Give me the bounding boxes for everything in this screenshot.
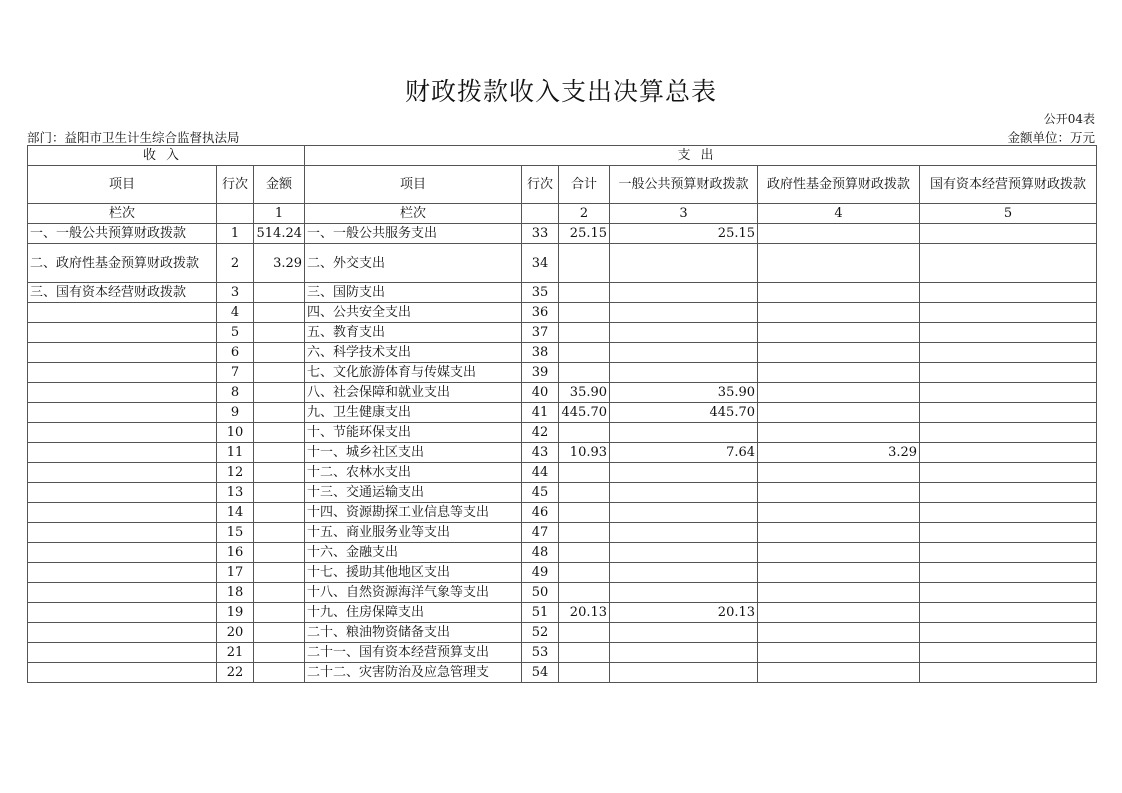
income-item-cell	[28, 363, 217, 383]
expense-line-no-cell: 40	[522, 383, 559, 403]
income-item-cell	[28, 423, 217, 443]
total-cell	[559, 303, 610, 323]
total-cell	[559, 343, 610, 363]
expense-line-no-cell: 42	[522, 423, 559, 443]
general-budget-cell	[610, 244, 758, 283]
expense-item-cell: 十、节能环保支出	[305, 423, 522, 443]
income-line-no-cell: 3	[217, 283, 254, 303]
income-amount-cell	[254, 623, 305, 643]
income-line-no-cell: 8	[217, 383, 254, 403]
fund-budget-cell	[758, 663, 920, 683]
income-line-no-header: 行次	[217, 166, 254, 204]
income-line-no-cell: 14	[217, 503, 254, 523]
total-cell	[559, 323, 610, 343]
state-capital-cell	[920, 303, 1097, 323]
income-line-no-cell: 17	[217, 563, 254, 583]
income-line-no-cell: 11	[217, 443, 254, 463]
income-item-cell	[28, 343, 217, 363]
income-line-no-cell: 7	[217, 363, 254, 383]
income-amount-cell	[254, 603, 305, 623]
expense-item-cell: 十五、商业服务业等支出	[305, 523, 522, 543]
table-row	[28, 483, 1097, 503]
section-header-row	[28, 146, 1097, 166]
general-budget-cell	[610, 623, 758, 643]
general-budget-cell	[610, 463, 758, 483]
income-line-no-cell: 5	[217, 323, 254, 343]
fund-budget-cell	[758, 543, 920, 563]
expense-line-no-cell: 35	[522, 283, 559, 303]
total-cell	[559, 663, 610, 683]
total-header: 合计	[559, 166, 610, 204]
general-budget-cell	[610, 363, 758, 383]
total-cell	[559, 483, 610, 503]
income-amount-cell	[254, 543, 305, 563]
general-budget-cell	[610, 283, 758, 303]
total-cell	[559, 523, 610, 543]
income-amount-cell	[254, 503, 305, 523]
table-row	[28, 583, 1097, 603]
fund-budget-cell	[758, 343, 920, 363]
income-amount-cell: 514.24	[254, 224, 305, 244]
general-budget-cell	[610, 483, 758, 503]
income-line-no-cell: 21	[217, 643, 254, 663]
expense-line-no-cell: 45	[522, 483, 559, 503]
income-line-no-cell: 10	[217, 423, 254, 443]
table-row	[28, 623, 1097, 643]
total-cell	[559, 423, 610, 443]
expense-line-no-cell: 37	[522, 323, 559, 343]
income-line-no-cell: 13	[217, 483, 254, 503]
column-index-1: 1	[254, 204, 305, 224]
general-budget-cell	[610, 523, 758, 543]
total-cell	[559, 543, 610, 563]
column-header-row	[28, 166, 1097, 204]
general-budget-cell	[610, 343, 758, 363]
expense-line-no-cell: 48	[522, 543, 559, 563]
income-amount-cell	[254, 383, 305, 403]
income-amount-cell	[254, 663, 305, 683]
state-capital-cell	[920, 363, 1097, 383]
fund-budget-cell	[758, 483, 920, 503]
general-budget-header: 一般公共预算财政拨款	[610, 166, 758, 204]
fund-budget-cell	[758, 643, 920, 663]
expense-item-cell: 十六、金融支出	[305, 543, 522, 563]
fund-budget-cell: 3.29	[758, 443, 920, 463]
income-line-no-cell: 22	[217, 663, 254, 683]
final-accounts-table	[27, 145, 1097, 683]
income-amount-cell	[254, 303, 305, 323]
expense-line-no-cell: 34	[522, 244, 559, 283]
general-budget-cell	[610, 303, 758, 323]
general-budget-cell: 445.70	[610, 403, 758, 423]
income-line-no-cell: 6	[217, 343, 254, 363]
income-amount-cell	[254, 363, 305, 383]
fund-budget-cell	[758, 563, 920, 583]
total-cell: 445.70	[559, 403, 610, 423]
income-amount-cell	[254, 483, 305, 503]
income-item-cell	[28, 563, 217, 583]
table-row	[28, 383, 1097, 403]
state-capital-cell	[920, 423, 1097, 443]
table-row	[28, 323, 1097, 343]
expense-item-header: 项目	[305, 166, 522, 204]
table-row	[28, 283, 1097, 303]
income-line-no-cell: 1	[217, 224, 254, 244]
income-item-cell	[28, 603, 217, 623]
table-row	[28, 523, 1097, 543]
income-amount-cell	[254, 583, 305, 603]
total-cell: 10.93	[559, 443, 610, 463]
total-cell: 20.13	[559, 603, 610, 623]
table-row	[28, 224, 1097, 244]
state-capital-cell	[920, 283, 1097, 303]
state-capital-cell	[920, 244, 1097, 283]
total-cell	[559, 563, 610, 583]
expense-line-no-cell: 43	[522, 443, 559, 463]
table-row	[28, 463, 1097, 483]
income-line-no-cell: 4	[217, 303, 254, 323]
income-amount-cell	[254, 283, 305, 303]
expense-line-no-cell: 49	[522, 563, 559, 583]
income-item-cell	[28, 403, 217, 423]
income-item-cell	[28, 663, 217, 683]
table-row	[28, 303, 1097, 323]
income-line-no-cell: 18	[217, 583, 254, 603]
state-capital-cell	[920, 403, 1097, 423]
income-line-no-cell: 12	[217, 463, 254, 483]
income-line-no-cell: 20	[217, 623, 254, 643]
income-item-cell: 一、一般公共预算财政拨款	[28, 224, 217, 244]
expense-line-no-cell: 54	[522, 663, 559, 683]
state-capital-cell	[920, 663, 1097, 683]
department-label: 部门：益阳市卫生计生综合监督执法局	[27, 130, 240, 145]
fund-budget-cell	[758, 503, 920, 523]
empty-cell	[217, 204, 254, 224]
income-amount-cell	[254, 423, 305, 443]
income-item-header: 项目	[28, 166, 217, 204]
expense-item-cell: 五、教育支出	[305, 323, 522, 343]
income-amount-cell	[254, 463, 305, 483]
total-cell	[559, 283, 610, 303]
total-cell	[559, 643, 610, 663]
income-item-cell	[28, 523, 217, 543]
income-item-cell	[28, 323, 217, 343]
fund-budget-cell	[758, 523, 920, 543]
table-row	[28, 643, 1097, 663]
expense-item-cell: 三、国防支出	[305, 283, 522, 303]
income-line-no-cell: 9	[217, 403, 254, 423]
expense-item-cell: 八、社会保障和就业支出	[305, 383, 522, 403]
general-budget-cell	[610, 423, 758, 443]
total-cell: 35.90	[559, 383, 610, 403]
amount-unit-label: 金额单位：万元	[1007, 130, 1095, 145]
income-column-label: 栏次	[28, 204, 217, 224]
income-item-cell	[28, 443, 217, 463]
income-amount-cell	[254, 403, 305, 423]
state-capital-cell	[920, 623, 1097, 643]
state-capital-cell	[920, 224, 1097, 244]
fund-budget-header: 政府性基金预算财政拨款	[758, 166, 920, 204]
income-item-cell: 三、国有资本经营财政拨款	[28, 283, 217, 303]
expense-line-no-cell: 41	[522, 403, 559, 423]
table-row	[28, 663, 1097, 683]
general-budget-cell	[610, 643, 758, 663]
income-line-no-cell: 19	[217, 603, 254, 623]
income-item-cell	[28, 463, 217, 483]
total-cell	[559, 623, 610, 643]
expense-item-cell: 十二、农林水支出	[305, 463, 522, 483]
total-cell	[559, 503, 610, 523]
income-item-cell	[28, 623, 217, 643]
income-amount-cell	[254, 343, 305, 363]
expense-line-no-cell: 39	[522, 363, 559, 383]
general-budget-cell: 20.13	[610, 603, 758, 623]
fund-budget-cell	[758, 244, 920, 283]
state-capital-cell	[920, 523, 1097, 543]
income-item-cell: 二、政府性基金预算财政拨款	[28, 244, 217, 283]
page-title: 财政拨款收入支出决算总表	[404, 77, 717, 106]
table-row	[28, 363, 1097, 383]
fund-budget-cell	[758, 463, 920, 483]
table-row	[28, 503, 1097, 523]
state-capital-cell	[920, 583, 1097, 603]
income-amount-cell	[254, 443, 305, 463]
general-budget-cell	[610, 583, 758, 603]
income-item-cell	[28, 483, 217, 503]
fund-budget-cell	[758, 224, 920, 244]
state-capital-cell	[920, 503, 1097, 523]
total-cell: 25.15	[559, 224, 610, 244]
general-budget-cell	[610, 503, 758, 523]
total-cell	[559, 583, 610, 603]
state-capital-cell	[920, 463, 1097, 483]
expense-item-cell: 十四、资源勘探工业信息等支出	[305, 503, 522, 523]
expense-item-cell: 二、外交支出	[305, 244, 522, 283]
expense-item-cell: 十七、援助其他地区支出	[305, 563, 522, 583]
income-amount-cell	[254, 643, 305, 663]
expense-item-cell: 七、文化旅游体育与传媒支出	[305, 363, 522, 383]
general-budget-cell: 25.15	[610, 224, 758, 244]
table-row	[28, 343, 1097, 363]
income-line-no-cell: 15	[217, 523, 254, 543]
fund-budget-cell	[758, 603, 920, 623]
income-item-cell	[28, 543, 217, 563]
table-row	[28, 423, 1097, 443]
fund-budget-cell	[758, 623, 920, 643]
total-cell	[559, 244, 610, 283]
general-budget-cell: 7.64	[610, 443, 758, 463]
income-section-header: 收入	[28, 146, 305, 166]
fund-budget-cell	[758, 323, 920, 343]
general-budget-cell	[610, 323, 758, 343]
expense-line-no-cell: 38	[522, 343, 559, 363]
fund-budget-cell	[758, 303, 920, 323]
state-capital-header: 国有资本经营预算财政拨款	[920, 166, 1097, 204]
income-item-cell	[28, 583, 217, 603]
expense-line-no-cell: 47	[522, 523, 559, 543]
fund-budget-cell	[758, 363, 920, 383]
total-cell	[559, 363, 610, 383]
expense-line-no-cell: 33	[522, 224, 559, 244]
total-cell	[559, 463, 610, 483]
expense-item-cell: 二十一、国有资本经营预算支出	[305, 643, 522, 663]
table-row	[28, 403, 1097, 423]
fund-budget-cell	[758, 403, 920, 423]
table-row	[28, 443, 1097, 463]
state-capital-cell	[920, 603, 1097, 623]
fund-budget-cell	[758, 423, 920, 443]
state-capital-cell	[920, 543, 1097, 563]
state-capital-cell	[920, 323, 1097, 343]
general-budget-cell: 35.90	[610, 383, 758, 403]
column-index-4: 4	[758, 204, 920, 224]
income-amount-cell	[254, 523, 305, 543]
general-budget-cell	[610, 663, 758, 683]
fund-budget-cell	[758, 283, 920, 303]
fund-budget-cell	[758, 383, 920, 403]
expense-line-no-cell: 46	[522, 503, 559, 523]
income-item-cell	[28, 303, 217, 323]
state-capital-cell	[920, 343, 1097, 363]
state-capital-cell	[920, 483, 1097, 503]
form-number: 公开04表	[1043, 112, 1095, 126]
expense-line-no-cell: 36	[522, 303, 559, 323]
general-budget-cell	[610, 563, 758, 583]
expense-item-cell: 十八、自然资源海洋气象等支出	[305, 583, 522, 603]
table-row	[28, 563, 1097, 583]
income-item-cell	[28, 383, 217, 403]
income-line-no-cell: 16	[217, 543, 254, 563]
state-capital-cell	[920, 443, 1097, 463]
expense-line-no-cell: 52	[522, 623, 559, 643]
table-body	[28, 146, 1097, 683]
income-line-no-cell: 2	[217, 244, 254, 283]
expense-item-cell: 二十、粮油物资储备支出	[305, 623, 522, 643]
income-item-cell	[28, 643, 217, 663]
column-index-2: 2	[559, 204, 610, 224]
state-capital-cell	[920, 563, 1097, 583]
income-amount-cell	[254, 563, 305, 583]
general-budget-cell	[610, 543, 758, 563]
income-amount-cell	[254, 323, 305, 343]
expense-item-cell: 九、卫生健康支出	[305, 403, 522, 423]
income-item-cell	[28, 503, 217, 523]
expense-item-cell: 六、科学技术支出	[305, 343, 522, 363]
expense-line-no-cell: 44	[522, 463, 559, 483]
expense-line-no-cell: 53	[522, 643, 559, 663]
table-row	[28, 244, 1097, 283]
column-index-3: 3	[610, 204, 758, 224]
expense-line-no-cell: 51	[522, 603, 559, 623]
empty-cell	[522, 204, 559, 224]
column-index-5: 5	[920, 204, 1097, 224]
expense-line-no-cell: 50	[522, 583, 559, 603]
fund-budget-cell	[758, 583, 920, 603]
expense-item-cell: 一、一般公共服务支出	[305, 224, 522, 244]
expense-item-cell: 十三、交通运输支出	[305, 483, 522, 503]
state-capital-cell	[920, 643, 1097, 663]
income-amount-cell: 3.29	[254, 244, 305, 283]
expense-line-no-header: 行次	[522, 166, 559, 204]
expense-item-cell: 十一、城乡社区支出	[305, 443, 522, 463]
expense-item-cell: 四、公共安全支出	[305, 303, 522, 323]
expense-item-cell: 十九、住房保障支出	[305, 603, 522, 623]
expense-column-label: 栏次	[305, 204, 522, 224]
column-index-row	[28, 204, 1097, 224]
expense-item-cell: 二十二、灾害防治及应急管理支	[305, 663, 522, 683]
expense-section-header: 支出	[305, 146, 1097, 166]
table-row	[28, 603, 1097, 623]
state-capital-cell	[920, 383, 1097, 403]
table-row	[28, 543, 1097, 563]
income-amount-header: 金额	[254, 166, 305, 204]
